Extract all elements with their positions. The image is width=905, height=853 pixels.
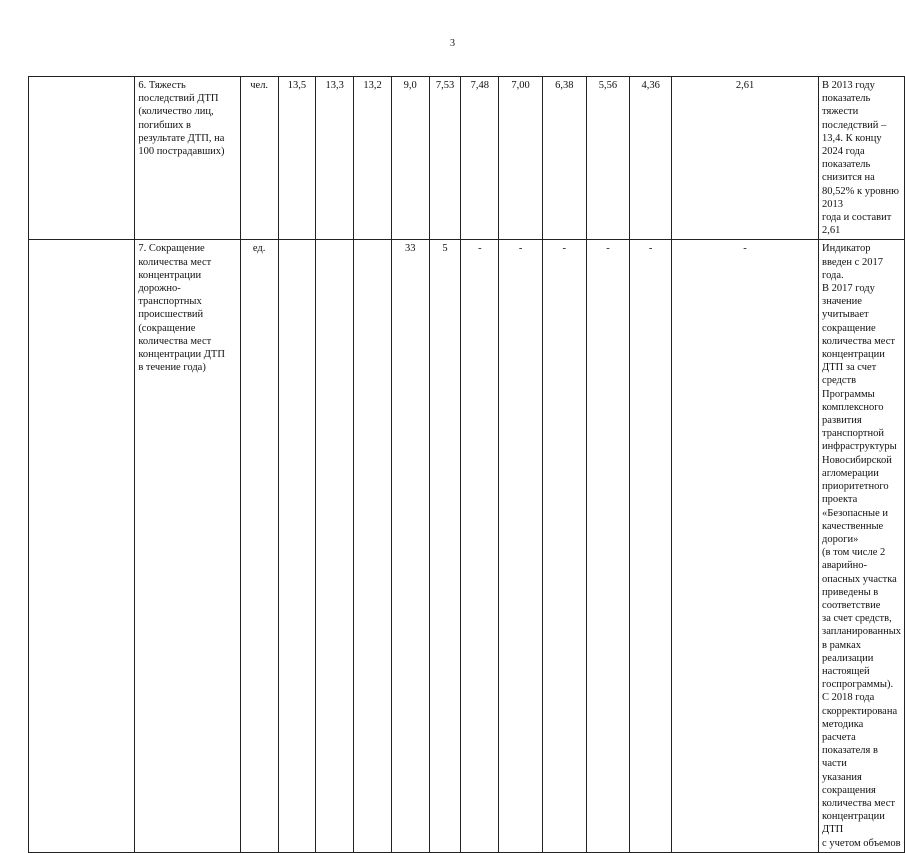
value-cell: - <box>499 240 543 852</box>
value-cell: 2,61 <box>672 77 819 240</box>
indicator-name: 7. Сокращение количества мест концентрации дорожно- транспортных происшествий (сокращение количества мест концентрации ДТП в течение года) <box>135 240 240 852</box>
value-cell: - <box>461 240 499 852</box>
value-cell <box>278 240 316 852</box>
table-row <box>29 240 905 852</box>
value-cell: 7,00 <box>499 77 543 240</box>
value-cell: 33 <box>391 240 429 852</box>
value-cell <box>316 240 354 852</box>
value-cell <box>354 240 392 852</box>
note-cell: В 2013 году показатель тяжести последствий – 13,4. К концу 2024 года показатель снизится на 80,52% к уровню 2013 года и составит 2,61 <box>819 77 905 240</box>
value-cell: 5,56 <box>586 77 630 240</box>
page-number: 3 <box>450 38 455 49</box>
empty-cell <box>29 77 135 240</box>
unit-cell: ед. <box>240 240 278 852</box>
value-cell: 5 <box>429 240 461 852</box>
value-cell: 13,2 <box>354 77 392 240</box>
value-cell: 7,53 <box>429 77 461 240</box>
indicator-name: 6. Тяжесть последствий ДТП (количество лиц, погибших в результате ДТП, на 100 пострадавших) <box>135 77 240 240</box>
empty-cell <box>29 240 135 852</box>
value-cell: - <box>542 240 586 852</box>
note-cell: Индикатор введен с 2017 года. В 2017 году значение учитывает сокращение количества мест концентрации ДТП за счет средств Программы комплексного развития транспортной инфраструктуры Новосибирской агломерации приоритетного проекта «Безопасные и качественные дороги» (в том числе 2 аварийно- опасных участка приведены в соответствие за счет средств, запланированных в рамках реализации настоящей госпрограммы). С 2018 года скорректирована методика расчета показателя в части указания сокращения количества мест концентрации ДТП с учетом объемов <box>819 240 905 852</box>
value-cell: - <box>630 240 672 852</box>
value-cell: - <box>672 240 819 852</box>
value-cell: 4,36 <box>630 77 672 240</box>
value-cell: 9,0 <box>391 77 429 240</box>
value-cell: 13,3 <box>316 77 354 240</box>
value-cell: 7,48 <box>461 77 499 240</box>
indicators-table <box>28 76 905 853</box>
unit-cell: чел. <box>240 77 278 240</box>
value-cell: 13,5 <box>278 77 316 240</box>
table-row <box>29 77 905 240</box>
value-cell: 6,38 <box>542 77 586 240</box>
value-cell: - <box>586 240 630 852</box>
